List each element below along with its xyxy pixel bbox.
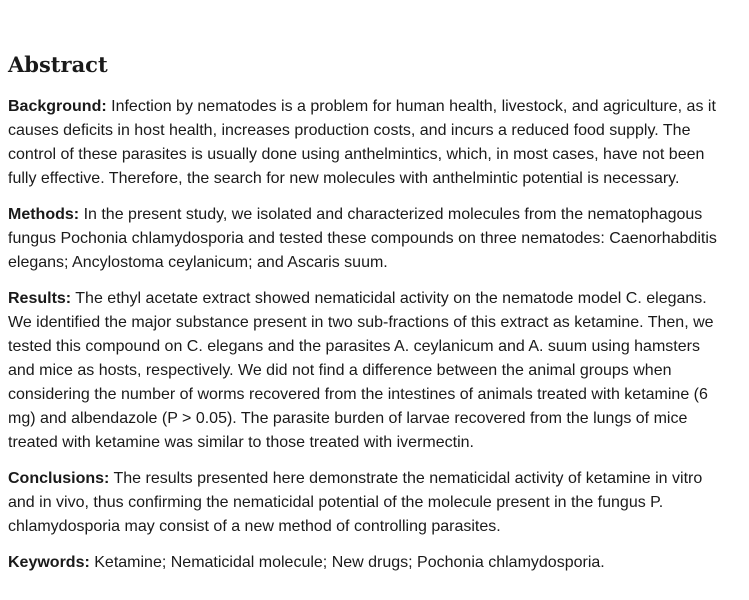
conclusions-label: Conclusions: <box>8 470 110 487</box>
abstract-conclusions <box>8 467 724 539</box>
background-text: Infection by nematodes is a problem for human health, livestock, and agriculture, as it causes deficits in host health, increases production costs, and incurs a reduced food supply. The control of these parasites is usually done using anthelmintics, which, in most cases, have not been fully effective. Therefore, the search for new molecules with anthelmintic potential is necessary. <box>8 98 716 187</box>
results-label: Results: <box>8 290 72 307</box>
results-text: The ethyl acetate extract showed nematicidal activity on the nematode model C. elegans. We identified the major substance present in two sub-fractions of this extract as ketamine. Then, we tested this compound on C. elegans and the parasites A. ceylanicum and A. suum using hamsters and mice as hosts, respectively. We did not find a difference between the animal groups when considering the number of worms recovered from the intestines of animals treated with ketamine (6 mg) and albendazole (P > 0.05). The parasite burden of larvae recovered from the lungs of mice treated with ketamine was similar to those treated with ivermectin. <box>8 290 714 451</box>
conclusions-text: The results presented here demonstrate the nematicidal activity of ketamine in vitro and in vivo, thus confirming the nematicidal potential of the molecule present in the fungus P. chlamydosporia may consist of a new method of controlling parasites. <box>8 470 703 535</box>
keywords-text: Ketamine; Nematicidal molecule; New drugs; Pochonia chlamydosporia. <box>94 554 605 571</box>
abstract-keywords <box>8 551 724 575</box>
abstract-background <box>8 95 724 191</box>
abstract-methods <box>8 203 724 275</box>
methods-text: In the present study, we isolated and characterized molecules from the nematophagous fungus Pochonia chlamydosporia and tested these compounds on three nematodes: Caenorhabditis elegans; Ancylostoma ceylanicum; and Ascaris suum. <box>8 206 717 271</box>
abstract-heading: Abstract <box>8 52 108 77</box>
methods-label: Methods: <box>8 206 80 223</box>
keywords-label: Keywords: <box>8 554 90 571</box>
abstract-section <box>8 48 724 587</box>
background-label: Background: <box>8 98 107 115</box>
abstract-results <box>8 287 724 455</box>
